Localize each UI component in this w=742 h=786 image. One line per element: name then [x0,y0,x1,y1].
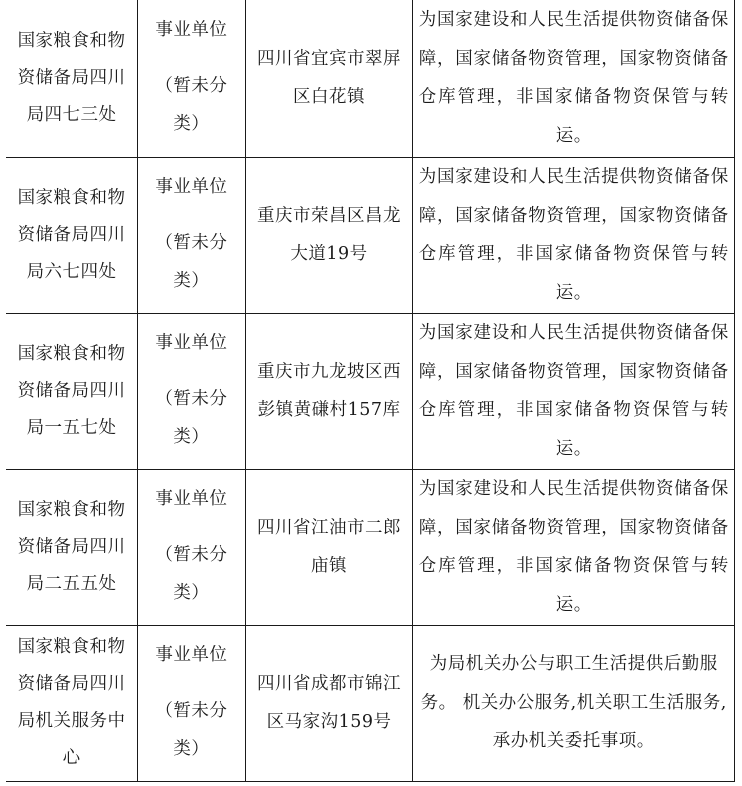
unit-scope: 为国家建设和人民生活提供物资储备保障，国家储备物资管理，国家物资储备仓库管理，非国家储备物资保管与转运。 [418,479,729,615]
table-row [6,469,735,625]
scope-cell [413,0,735,157]
unit-type: 事业单位 [155,333,228,353]
unit-name-cell [6,313,138,469]
unit-name: 国家粮食和物资储备局四川局二五五处 [17,499,126,594]
unit-name-cell [6,157,138,313]
table-row [6,313,735,469]
address-cell [245,469,413,625]
unit-type-cell [138,0,246,157]
unit-name: 国家粮食和物资储备局四川局六七四处 [17,187,126,282]
scope-cell [413,313,735,469]
institution-table [6,0,735,782]
unit-type-note: （暂未分类） [155,389,228,447]
unit-name-cell [6,469,138,625]
unit-type-cell [138,157,246,313]
unit-type-note: （暂未分类） [155,76,228,135]
scope-cell [413,157,735,313]
unit-type: 事业单位 [155,489,228,509]
unit-type-note: （暂未分类） [155,701,228,759]
scope-cell [413,469,735,625]
address-cell [245,313,413,469]
unit-name-cell [6,0,138,157]
unit-type-note: （暂未分类） [155,545,228,603]
unit-name: 国家粮食和物资储备局四川局一五七处 [17,343,126,438]
unit-type-cell [138,313,246,469]
unit-type: 事业单位 [155,20,228,41]
unit-type: 事业单位 [155,645,228,665]
unit-scope: 为国家建设和人民生活提供物资储备保障，国家储备物资管理，国家物资储备仓库管理，非国家储备物资保管与转运。 [418,323,729,459]
unit-address: 重庆市九龙坡区西彭镇黄磏村157库 [257,362,402,420]
unit-address: 四川省江油市二郎庙镇 [257,518,402,576]
unit-scope: 为国家建设和人民生活提供物资储备保障，国家储备物资管理，国家物资储备仓库管理，非国家储备物资保管与转运。 [418,10,729,146]
address-cell [245,0,413,157]
unit-name: 国家粮食和物资储备局四川局机关服务中心 [17,637,126,768]
unit-type-cell [138,625,246,781]
unit-type-note: （暂未分类） [155,233,228,291]
unit-scope: 为国家建设和人民生活提供物资储备保障，国家储备物资管理，国家物资储备仓库管理，非国家储备物资保管与转运。 [418,167,729,303]
address-cell [245,625,413,781]
unit-type: 事业单位 [155,177,228,197]
unit-address: 四川省成都市锦江区马家沟159号 [257,674,402,732]
unit-type-cell [138,469,246,625]
unit-name-cell [6,625,138,781]
unit-address: 四川省宜宾市翠屏区白花镇 [257,49,402,108]
table-row [6,157,735,313]
scope-cell [413,625,735,781]
unit-address: 重庆市荣昌区昌龙大道19号 [257,206,402,264]
address-cell [245,157,413,313]
unit-name: 国家粮食和物资储备局四川局四七三处 [17,30,126,125]
unit-scope: 为局机关办公与职工生活提供后勤服务。 机关办公服务,机关职工生活服务,承办机关委托事项。 [420,654,727,752]
table-row [6,625,735,781]
table-row [6,0,735,157]
